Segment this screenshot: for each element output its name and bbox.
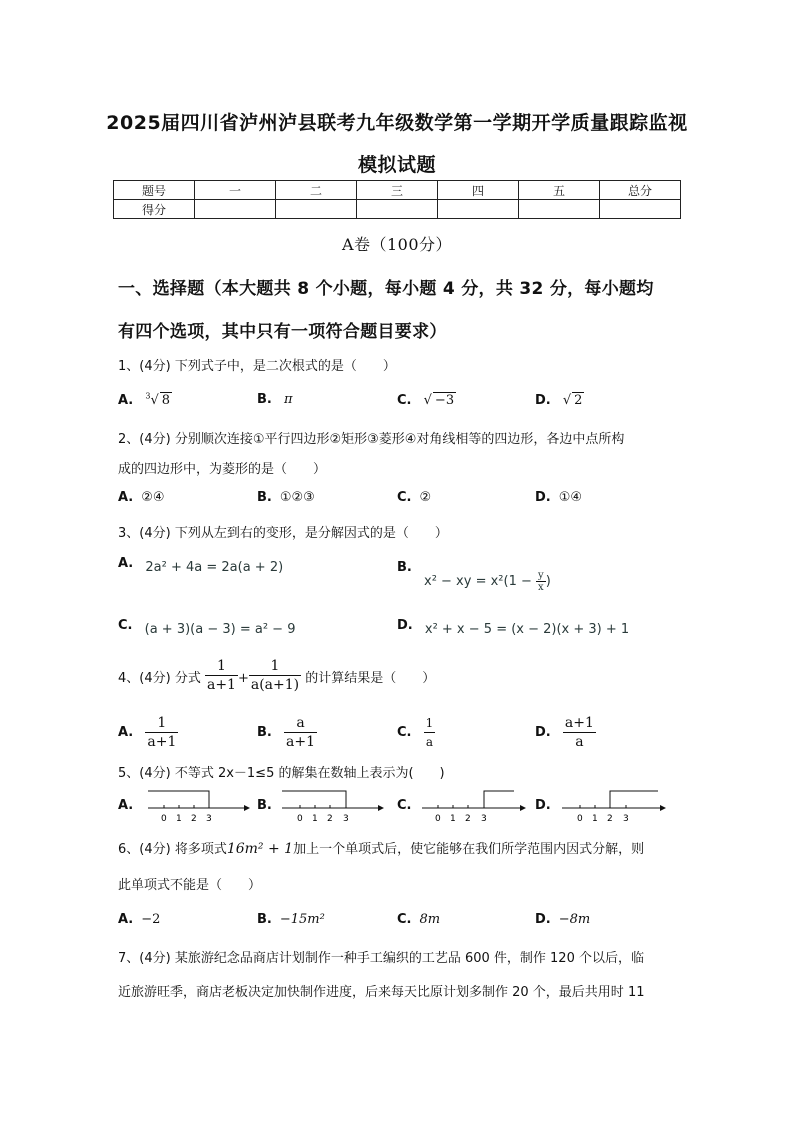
score-input-cell[interactable] [195, 200, 276, 219]
score-table-cell: 总分 [600, 181, 681, 200]
section-heading-line1: 一、选择题（本大题共 8 个小题，每小题 4 分，共 32 分，每小题均 [118, 279, 654, 299]
stem-fraction-1: $\frac{1}{a+1}$ [206, 658, 236, 693]
question-5-stem: 5、(4分) 不等式 2x－1≤5 的解集在数轴上表示为( ) [118, 766, 445, 781]
tick-label-1: 1 [176, 814, 182, 824]
tick-label-3: 3 [343, 814, 349, 824]
option-text: x² + x − 5 = (x − 2)(x + 3) + 1 [424, 622, 630, 637]
question-5-option-a[interactable] [118, 798, 141, 813]
option-fraction: $\frac{a+1}{a}$ [564, 715, 594, 750]
score-table-cell: 题号 [114, 181, 195, 200]
tick-label-1: 1 [312, 814, 318, 824]
tick-label-3: 3 [206, 814, 212, 824]
option-text: ②④ [141, 490, 165, 505]
option-label: B. [257, 725, 272, 740]
tick-label-0: 0 [297, 814, 303, 824]
option-label: A. [118, 490, 134, 505]
score-table [113, 180, 681, 219]
score-table-cell: 一 [195, 181, 276, 200]
question-2-option-c[interactable] [397, 490, 431, 505]
score-table-score-row [114, 200, 681, 219]
option-label: D. [397, 618, 413, 633]
score-table-cell: 五 [519, 181, 600, 200]
question-7-stem-line2: 近旅游旺季，商店老板决定加快制作进度，后来每天比原计划多制作 20 个，最后共用时 11 [118, 985, 645, 1000]
question-1-option-a[interactable] [118, 392, 172, 408]
axis-arrow [520, 805, 526, 811]
option-text: (a + 3)(a − 3) = a² − 9 [144, 622, 296, 637]
solution-bracket [610, 791, 658, 808]
option-fraction: $\frac{a}{a+1}$ [286, 715, 315, 750]
option-label: C. [397, 912, 412, 927]
stem-fraction-2: $\frac{1}{a(a+1)}$ [250, 658, 300, 693]
score-input-cell[interactable] [438, 200, 519, 219]
question-6-option-d[interactable] [535, 912, 590, 927]
exam-title-line2: 模拟试题 [357, 154, 436, 176]
question-5-option-d[interactable] [535, 798, 559, 813]
option-text: π [284, 392, 293, 407]
question-2-stem-line1: 2、(4分) 分别顺次连接①平行四边形②矩形③菱形④对角线相等的四边形，各边中点所构 [118, 432, 625, 447]
question-2-option-d[interactable] [535, 490, 582, 505]
score-input-cell[interactable] [519, 200, 600, 219]
score-input-cell[interactable] [357, 200, 438, 219]
option-label: D. [535, 725, 551, 740]
option-fraction: $\frac{1}{a+1}$ [147, 715, 177, 750]
option-text: 8m [419, 912, 441, 927]
option-label: A. [118, 556, 134, 571]
question-1-option-d[interactable] [535, 392, 584, 408]
question-6-stem-line1: 6、(4分) 将多项式16m² + 1加上一个单项式后，使它能够在我们所学范围内因式分解，则 [118, 841, 645, 857]
question-3-option-d[interactable] [397, 618, 630, 637]
option-label: C. [397, 725, 412, 740]
option-label: B. [257, 490, 272, 505]
number-line-a[interactable] [146, 786, 250, 826]
option-fraction: $\frac{1}{a}$ [425, 716, 434, 749]
option-label: B. [257, 798, 272, 813]
question-1-option-c[interactable] [397, 392, 456, 408]
question-6-stem-line2: 此单项式不能是（ ） [118, 878, 262, 893]
score-input-cell[interactable] [600, 200, 681, 219]
option-label: C. [397, 490, 412, 505]
option-text: −15m² [279, 912, 325, 927]
tick-label-0: 0 [435, 814, 441, 824]
tick-label-1: 1 [450, 814, 456, 824]
score-input-cell[interactable] [276, 200, 357, 219]
option-label: A. [118, 798, 134, 813]
question-6-option-a[interactable] [118, 912, 160, 927]
cube-root: $^3$√ 8 [145, 392, 171, 409]
option-label: A. [118, 725, 134, 740]
question-4-option-c[interactable] [397, 714, 435, 751]
solution-bracket [282, 791, 346, 808]
question-3-option-a[interactable] [118, 556, 284, 575]
option-label: D. [535, 490, 551, 505]
question-3-option-b[interactable] [397, 556, 551, 593]
tick-label-2: 2 [191, 814, 197, 824]
option-label: D. [535, 393, 551, 408]
question-6-option-b[interactable] [257, 912, 325, 927]
question-4-option-d[interactable] [535, 714, 596, 751]
tick-label-2: 2 [607, 814, 613, 824]
number-line-b[interactable] [280, 786, 384, 826]
question-2-stem-line2: 成的四边形中，为菱形的是（ ） [118, 462, 327, 477]
question-1-stem: 1、(4分) 下列式子中，是二次根式的是（ ） [118, 359, 396, 374]
question-4-stem: 4、(4分) 分式 $\frac{1}{a+1}$ + $\frac{1}{a(a+1)}$ 的计算结果是（ ） [118, 658, 436, 693]
question-4-option-a[interactable] [118, 714, 178, 751]
option-label: D. [535, 798, 551, 813]
question-2-option-a[interactable] [118, 490, 165, 505]
option-label: A. [118, 912, 134, 927]
question-6-option-c[interactable] [397, 912, 440, 927]
question-4-option-b[interactable] [257, 714, 317, 751]
score-table-header-row [114, 181, 681, 200]
question-2-option-b[interactable] [257, 490, 315, 505]
question-5-option-c[interactable] [397, 798, 419, 813]
option-text: ② [419, 490, 432, 505]
square-root: √ 2 [562, 393, 583, 408]
tick-label-0: 0 [161, 814, 167, 824]
question-7-stem-line1: 7、(4分) 某旅游纪念品商店计划制作一种手工编织的工艺品 600 件，制作 120 个以后，临 [118, 951, 644, 966]
volume-heading: A卷（100分） [341, 235, 453, 254]
number-line-d[interactable] [560, 786, 666, 826]
option-label: B. [397, 560, 412, 575]
tick-label-1: 1 [592, 814, 598, 824]
question-3-option-c[interactable] [118, 618, 296, 637]
score-table-cell: 三 [357, 181, 438, 200]
score-table-cell: 二 [276, 181, 357, 200]
tick-label-2: 2 [465, 814, 471, 824]
option-label: A. [118, 393, 134, 409]
question-3-stem: 3、(4分) 下列从左到右的变形，是分解因式的是（ ） [118, 526, 448, 541]
option-text: −2 [141, 912, 161, 927]
number-line-c[interactable] [420, 786, 526, 826]
tick-label-3: 3 [481, 814, 487, 824]
option-expression: x² − xy = x²(1 − $\frac{y}{x}$ ) [424, 570, 551, 593]
tick-label-3: 3 [623, 814, 629, 824]
score-table-cell: 四 [438, 181, 519, 200]
axis-arrow [244, 805, 250, 811]
square-root: √ −3 [423, 393, 455, 408]
option-label: C. [118, 618, 133, 633]
section-heading-line2: 有四个选项，其中只有一项符合题目要求） [118, 322, 447, 342]
option-text: −8m [558, 912, 591, 927]
option-label: B. [257, 392, 272, 407]
option-text: ①②③ [279, 490, 315, 505]
score-table-cell: 得分 [114, 200, 195, 219]
option-label: D. [535, 912, 551, 927]
option-label: C. [397, 393, 412, 408]
tick-label-0: 0 [577, 814, 583, 824]
option-label: C. [397, 798, 412, 813]
exam-title-line1: 2025届四川省泸州泸县联考九年级数学第一学期开学质量跟踪监视 [106, 112, 688, 134]
option-label: B. [257, 912, 272, 927]
axis-arrow [660, 805, 666, 811]
question-1-option-b[interactable] [257, 392, 293, 407]
question-5-option-b[interactable] [257, 798, 280, 813]
axis-arrow [378, 805, 384, 811]
option-text: ①④ [558, 490, 583, 505]
tick-label-2: 2 [327, 814, 333, 824]
option-text: 2a² + 4a = 2a(a + 2) [145, 560, 284, 575]
solution-bracket [484, 791, 514, 808]
